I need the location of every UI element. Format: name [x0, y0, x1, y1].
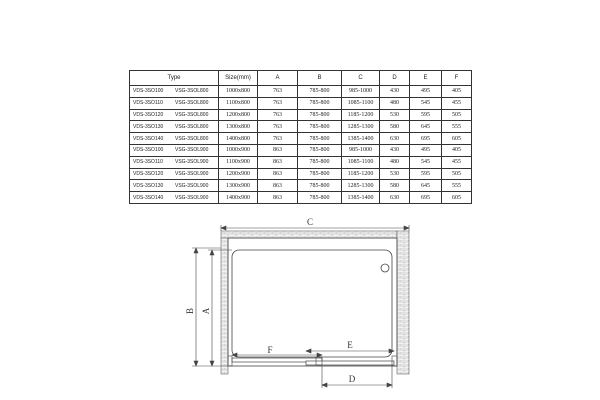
e-cell: 495 — [410, 144, 442, 156]
door-model: VDS-3SO120 — [133, 170, 164, 177]
size-cell: 1000x900 — [219, 144, 258, 156]
f-cell: 455 — [442, 97, 472, 109]
sliding-glass-panel — [306, 361, 394, 365]
b-cell: 785-800 — [298, 133, 342, 145]
c-cell: 1285-1300 — [342, 121, 380, 133]
side-panel-model: VSG-3SOL800 — [175, 135, 209, 142]
header-c: C — [342, 71, 380, 86]
dimension-f — [232, 353, 322, 357]
door-model: VDS-3SO100 — [133, 147, 164, 154]
f-cell: 405 — [442, 144, 472, 156]
f-cell: 605 — [442, 133, 472, 145]
door-model: VDS-3SO130 — [133, 182, 164, 189]
b-cell: 785-800 — [298, 97, 342, 109]
size-cell: 1000x800 — [219, 86, 258, 98]
side-panel-model: VSG-3SOL800 — [175, 100, 209, 107]
a-cell: 763 — [258, 121, 298, 133]
d-cell: 630 — [380, 192, 410, 204]
header-f: F — [442, 71, 472, 86]
side-panel-model: VSG-3SOL900 — [175, 194, 209, 201]
a-cell: 763 — [258, 86, 298, 98]
size-cell: 1400x800 — [219, 133, 258, 145]
label-a: A — [201, 307, 211, 315]
drain-icon — [381, 264, 389, 272]
label-b: B — [185, 307, 195, 315]
a-cell: 863 — [258, 156, 298, 168]
f-cell: 505 — [442, 168, 472, 180]
door-model: VDS-3SO130 — [133, 123, 164, 130]
a-cell: 763 — [258, 133, 298, 145]
size-cell: 1300x900 — [219, 180, 258, 192]
d-cell: 530 — [380, 109, 410, 121]
d-cell: 480 — [380, 97, 410, 109]
d-cell: 580 — [380, 121, 410, 133]
b-cell: 785-800 — [298, 192, 342, 204]
d-cell: 530 — [380, 168, 410, 180]
shower-tray-outer — [228, 238, 397, 366]
e-cell: 495 — [410, 86, 442, 98]
e-cell: 545 — [410, 97, 442, 109]
wall-profile-left — [228, 356, 232, 366]
b-cell: 785-800 — [298, 168, 342, 180]
b-cell: 785-800 — [298, 109, 342, 121]
c-cell: 1185-1200 — [342, 168, 380, 180]
e-cell: 645 — [410, 121, 442, 133]
header-type: Type — [130, 71, 219, 86]
size-cell: 1400x900 — [219, 192, 258, 204]
e-cell: 695 — [410, 133, 442, 145]
header-b: B — [298, 71, 342, 86]
door-model: VDS-3SO140 — [133, 135, 164, 142]
c-cell: 985-1000 — [342, 86, 380, 98]
side-panel-model: VSG-3SOL900 — [175, 170, 209, 177]
side-panel-model: VSG-3SOL800 — [175, 111, 209, 118]
dimension-c — [221, 225, 409, 231]
b-cell: 785-800 — [298, 121, 342, 133]
b-cell: 785-800 — [298, 86, 342, 98]
label-e: E — [347, 340, 353, 350]
label-d: D — [348, 374, 356, 384]
c-cell: 1185-1200 — [342, 109, 380, 121]
right-wall — [397, 231, 409, 374]
label-c: C — [306, 217, 314, 227]
door-model: VDS-3SO140 — [133, 194, 164, 201]
dimension-d — [322, 366, 392, 388]
door-model: VDS-3SO110 — [133, 100, 163, 107]
size-cell: 1100x800 — [219, 97, 258, 109]
size-cell: 1100x900 — [219, 156, 258, 168]
b-cell: 785-800 — [298, 144, 342, 156]
left-wall — [221, 238, 228, 374]
side-panel-model: VSG-3SOL800 — [175, 88, 209, 95]
a-cell: 863 — [258, 192, 298, 204]
header-d: D — [380, 71, 410, 86]
door-model: VDS-3SO120 — [133, 111, 164, 118]
d-cell: 580 — [380, 180, 410, 192]
shower-tray-inner — [232, 250, 392, 357]
c-cell: 985-1000 — [342, 144, 380, 156]
e-cell: 595 — [410, 109, 442, 121]
f-cell: 605 — [442, 192, 472, 204]
a-cell: 763 — [258, 97, 298, 109]
a-cell: 863 — [258, 168, 298, 180]
d-cell: 480 — [380, 156, 410, 168]
f-cell: 505 — [442, 109, 472, 121]
d-cell: 430 — [380, 86, 410, 98]
b-cell: 785-800 — [298, 156, 342, 168]
e-cell: 545 — [410, 156, 442, 168]
a-cell: 863 — [258, 180, 298, 192]
size-cell: 1200x800 — [219, 109, 258, 121]
c-cell: 1385-1400 — [342, 133, 380, 145]
f-cell: 455 — [442, 156, 472, 168]
e-cell: 695 — [410, 192, 442, 204]
top-wall — [221, 231, 397, 238]
header-e: E — [410, 71, 442, 86]
door-model: VDS-3SO100 — [133, 88, 164, 95]
f-cell: 405 — [442, 86, 472, 98]
size-cell: 1200x900 — [219, 168, 258, 180]
c-cell: 1085-1100 — [342, 156, 380, 168]
a-cell: 863 — [258, 144, 298, 156]
e-cell: 645 — [410, 180, 442, 192]
f-cell: 555 — [442, 180, 472, 192]
d-cell: 630 — [380, 133, 410, 145]
side-panel-model: VSG-3SOL900 — [175, 182, 209, 189]
side-panel-model: VSG-3SOL900 — [175, 147, 209, 154]
c-cell: 1385-1400 — [342, 192, 380, 204]
d-cell: 430 — [380, 144, 410, 156]
label-f: F — [267, 345, 273, 355]
b-cell: 785-800 — [298, 180, 342, 192]
side-panel-model: VSG-3SOL900 — [175, 159, 209, 166]
c-cell: 1285-1300 — [342, 180, 380, 192]
f-cell: 555 — [442, 121, 472, 133]
side-panel-model: VSG-3SOL800 — [175, 123, 209, 130]
size-cell: 1300x800 — [219, 121, 258, 133]
a-cell: 763 — [258, 109, 298, 121]
c-cell: 1085-1100 — [342, 97, 380, 109]
header-a: A — [258, 71, 298, 86]
door-model: VDS-3SO110 — [133, 159, 163, 166]
header-size: Size(mm) — [219, 71, 258, 86]
e-cell: 595 — [410, 168, 442, 180]
